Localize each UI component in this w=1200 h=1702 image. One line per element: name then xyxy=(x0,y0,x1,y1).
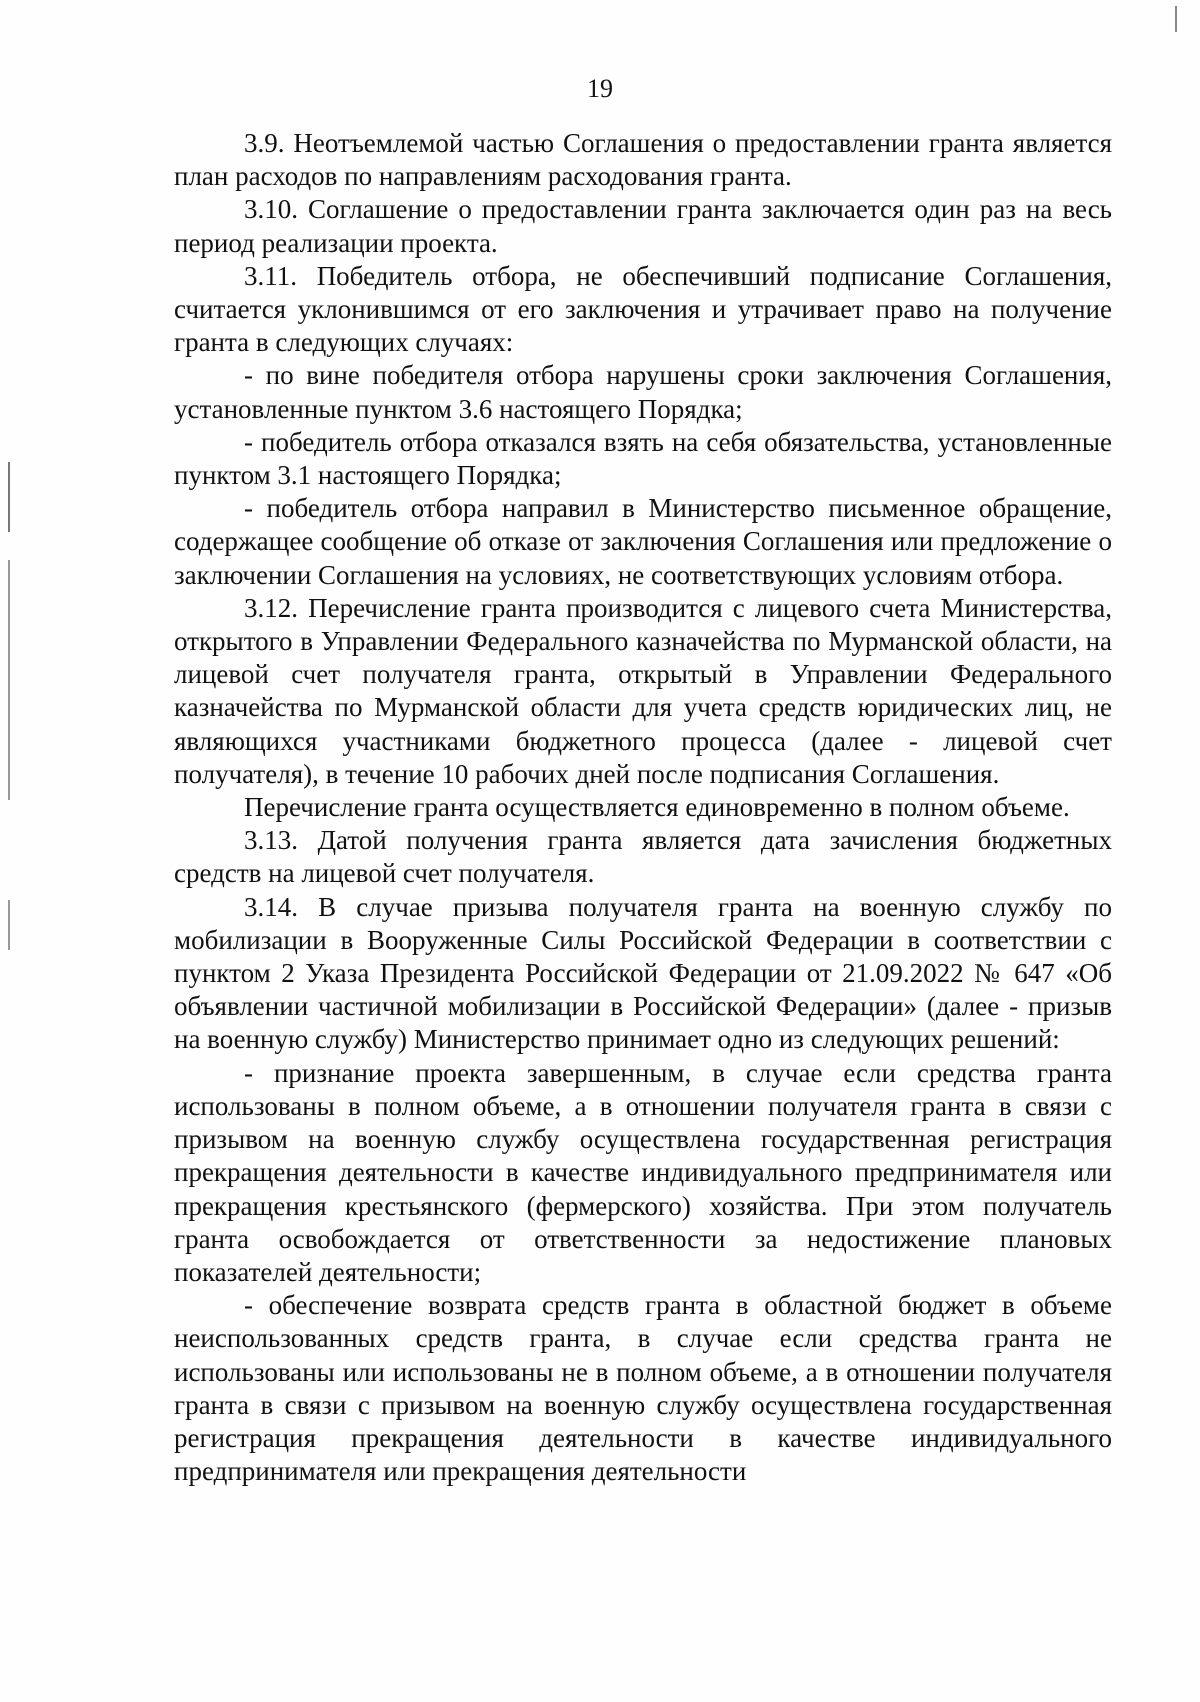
document-body xyxy=(174,127,1112,1488)
paragraph-transfer-lump-sum: Перечисление гранта осуществляется единовременно в полном объеме. xyxy=(244,792,1070,823)
scan-artifact xyxy=(1175,6,1177,32)
page-number: 19 xyxy=(587,74,613,103)
paragraph-3-13: 3.13. Датой получения гранта является дата зачисления бюджетных средств на лицевой счет получателя. xyxy=(174,825,1112,889)
scan-edge-artifact xyxy=(8,462,10,532)
list-item-deadline-violated: - по вине победителя отбора нарушены сроки заключения Соглашения, установленные пунктом 3.6 настоящего Порядка; xyxy=(174,360,1112,424)
list-item-written-refusal: - победитель отбора направил в Министерство письменное обращение, содержащее сообщение об отказе от заключения Соглашения или предложение о заключении Соглашения на условиях, не соответствующих условиям отбора. xyxy=(174,493,1112,590)
scan-edge-artifact xyxy=(8,560,10,800)
paragraph-3-14: 3.14. В случае призыва получателя гранта на военную службу по мобилизации в Вооруженные Силы Российской Федерации в соответствии с пунктом 2 Указа Президента Российской Федерации от 21.09.2022 № 647 «Об объявлении частичной мобилизации в Российской Федерации» (далее - призыв на военную службу) Министерство принимает одно из следующих решений: xyxy=(174,891,1112,1055)
paragraph-3-12: 3.12. Перечисление гранта производится с лицевого счета Министерства, открытого в Управлении Федерального казначейства по Мурманской области, на лицевой счет получателя гранта, открытый в Управлении Федерального казначейства по Мурманской области для учета средств юридических лиц, не являющихся участниками бюджетного процесса (далее - лицевой счет получателя), в течение 10 рабочих дней после подписания Соглашения. xyxy=(174,592,1112,789)
paragraph-3-11: 3.11. Победитель отбора, не обеспечивший подписание Соглашения, считается уклонившимся от его заключения и утрачивает право на получение гранта в следующих случаях: xyxy=(174,260,1112,358)
paragraph-3-9: 3.9. Неотъемлемой частью Соглашения о предоставлении гранта является план расходов по направлениям расходования гранта. xyxy=(174,128,1112,192)
scan-edge-artifact xyxy=(8,900,10,950)
paragraph-3-10: 3.10. Соглашение о предоставлении гранта заключается один раз на весь период реализации проекта. xyxy=(174,194,1112,258)
list-item-project-completed: - признание проекта завершенным, в случае если средства гранта использованы в полном объеме, а в отношении получателя гранта в связи с призывом на военную службу осуществлена государственная регистрация прекращения деятельности в качестве индивидуального предпринимателя или прекращения крестьянского (фермерского) хозяйства. При этом получатель гранта освобождается от ответственности за недостижение плановых показателей деятельности; xyxy=(174,1057,1112,1287)
list-item-refused-obligations: - победитель отбора отказался взять на себя обязательства, установленные пунктом 3.1 настоящего Порядка; xyxy=(174,426,1112,491)
list-item-return-funds: - обеспечение возврата средств гранта в областной бюджет в объеме неиспользованных средств гранта, в случае если средства гранта не использованы или использованы не в полном объеме, а в отношении получателя гранта в связи с призывом на военную службу осуществлена государственная регистрация прекращения деятельности в качестве индивидуального предпринимателя или прекращения деятельности xyxy=(174,1290,1112,1487)
